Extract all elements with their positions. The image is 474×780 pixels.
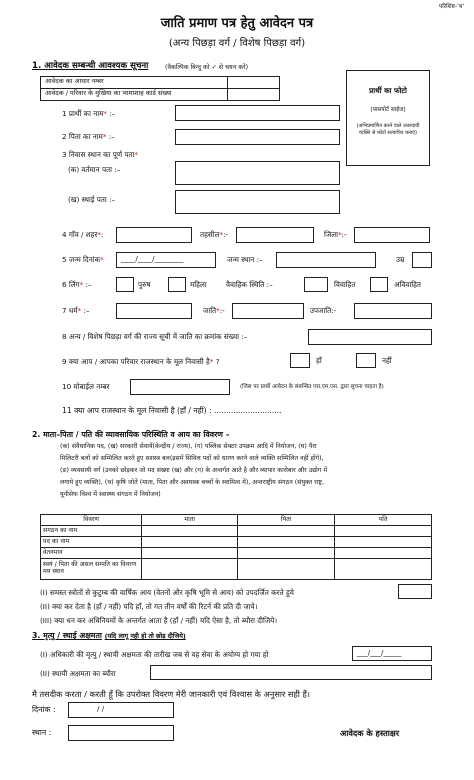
permanent-address-input[interactable] <box>175 190 340 214</box>
tehsil-input[interactable] <box>236 227 314 243</box>
dob-input[interactable] <box>116 252 216 268</box>
father-name-label: 2 पिता का नाम* :– <box>62 132 115 141</box>
bhamashah-label: आवेदक / परिवार के मुखिया का भामाशाह कार्ड संख्या <box>45 89 172 97</box>
male-checkbox[interactable] <box>116 277 134 292</box>
date-input[interactable] <box>68 702 174 718</box>
mobile-input[interactable] <box>130 379 230 395</box>
annual-income-input[interactable] <box>398 584 432 599</box>
income-table <box>40 514 432 580</box>
caste-label: जाति*:- <box>203 306 225 315</box>
name-input[interactable] <box>175 105 340 121</box>
table-cell[interactable] <box>142 559 238 580</box>
death-date-blank: ___/___/_____ <box>357 648 402 657</box>
table-cell[interactable] <box>142 548 238 559</box>
disability-label: (II) स्थायी अक्षमता का ब्यौरा <box>40 669 116 678</box>
date-blank: / / <box>97 704 105 713</box>
annex-label: परिशिष्ट-'थ' <box>439 4 464 10</box>
death-date-input[interactable] <box>352 646 432 661</box>
age-input[interactable] <box>412 252 432 268</box>
subcaste-input[interactable] <box>354 303 432 319</box>
photo-size: (पासपोर्ट साईज) <box>370 107 406 113</box>
table-cell[interactable] <box>335 548 432 559</box>
married-checkbox[interactable] <box>304 277 328 292</box>
table-row <box>41 537 432 548</box>
married-label: विवाहित <box>334 280 356 289</box>
section2-para-4: लगाये हुए व्यक्ति), (च) कृषि जोतें (माता, पिता और अवयस्क बच्चों के स्वामित्व में), अन्तराष्ट्रीय संगठन (संयुक्त राष्ट्र, <box>60 479 324 486</box>
declaration-text: मै तसदीक करता / करती हूँ कि उपरोक्त विवरण मेरी जानकारी एवं विश्वास के अनुसार सही हैं। <box>32 689 310 699</box>
table-cell[interactable] <box>142 537 238 548</box>
marital-label: वैवाहिक स्थिति :– <box>226 280 273 289</box>
obc-serial-label: 8 अन्य / विशेष पिछड़ा वर्ग की राज्य सूची में जाति का क्रमांक संख्या :– <box>62 332 248 341</box>
table-row <box>41 548 432 559</box>
village-label: 4 गाँव / शहर*: <box>62 230 104 239</box>
table-cell[interactable] <box>335 526 432 537</box>
table-cell[interactable] <box>142 526 238 537</box>
table-cell[interactable] <box>238 526 335 537</box>
q11-label: 11 क्या आप राजस्थान के मूल निवासी है (हाँ / नहीं) : ............................ <box>62 406 282 415</box>
table-cell[interactable] <box>238 537 335 548</box>
birthplace-label: जन्म स्थान :– <box>227 255 263 264</box>
religion-label: 7 धर्म* :– <box>62 306 90 315</box>
male-label: पुरुष <box>138 280 151 289</box>
mobile-label: 10 मोबाईल नम्बर <box>62 382 110 391</box>
table-header-cell: पिता <box>238 515 335 526</box>
caste-input[interactable] <box>232 303 304 319</box>
section1-heading: 1. आवेदक सम्बन्धी आवश्यक सूचना <box>32 61 149 71</box>
table-cell[interactable] <box>238 559 335 580</box>
age-label: उम्र <box>396 255 405 264</box>
father-name-input[interactable] <box>175 129 340 145</box>
table-row-label: स्वयं / पिता की असल सम्पति का विवरण मय स्थान <box>41 559 142 580</box>
current-address-input[interactable] <box>175 161 340 185</box>
native-no-label: नहीं <box>382 356 392 365</box>
gender-label: 6 लिंग* :– <box>62 280 92 289</box>
table-row-label: सगठन का नाम <box>41 526 142 537</box>
id-table <box>40 76 280 101</box>
table-cell[interactable] <box>335 537 432 548</box>
table-row-label: वेतनमान <box>41 548 142 559</box>
photo-box[interactable] <box>346 70 430 166</box>
obc-serial-input[interactable] <box>308 329 432 345</box>
income-item-3: (III) क्या धन कर अधिनियमों के अन्तर्गत आता है (हाँ / नहीं) यदि ऐसा है, तो ब्यौरा दीजिये। <box>40 616 278 625</box>
section2-para-2: मिलिटरी बलों को सम्मिलित करते हुए सशस्त्र बल(इसमें सिविल पदों को धारण करने वाले व्यक्ति सम्मिलित नहीं होंगे), <box>60 455 324 462</box>
permanent-address-label: (ख) स्थाई पता :– <box>68 195 116 204</box>
table-header-row <box>41 515 432 526</box>
bhamashah-input[interactable] <box>229 90 277 99</box>
native-yes-label: हाँ <box>316 356 322 365</box>
place-input[interactable] <box>68 725 174 741</box>
photo-note: (अभिप्रमाणित करने वाले उत्तरदायी व्यक्ति से फोटो सत्यापित कराएं) <box>356 123 420 136</box>
death-date-label: (I) अधिकारी की मृत्यु / स्थायी अक्षमता की तारीख जब से वह सेवा के अयोग्य हो गया हो <box>40 650 269 659</box>
dob-blank: ____/____/________ <box>121 254 184 263</box>
unmarried-label: अविवाहित <box>394 280 421 289</box>
table-header-cell: माता <box>142 515 238 526</box>
section2-heading: 2. माता–पिता / पति की व्यावसायिक परिस्थिति व आय का विवरण – <box>32 430 230 439</box>
address-label: 3 निवास स्थान का पूर्ण पता* <box>62 150 138 159</box>
section1-note: (वैकल्पिक बिन्दु को ✓ से चयन करें) <box>165 64 249 71</box>
table-row-label: पद का नाम <box>41 537 142 548</box>
native-label: 9 क्या आप / आपका परिवार राजस्थान के मूल निवासी है* ? <box>62 357 220 366</box>
table-row <box>41 526 432 537</box>
village-input[interactable] <box>116 227 192 243</box>
unmarried-checkbox[interactable] <box>370 277 388 292</box>
place-label: स्थान : <box>32 728 52 737</box>
aadhar-input[interactable] <box>229 78 277 87</box>
table-header-cell: पति <box>335 515 432 526</box>
religion-input[interactable] <box>116 303 192 319</box>
section2-para-1: (क) संवैधानिक पद, (ख) सरकारी सेवायें(केन्द्रीय / राज्य), (ग) पब्लिक सेक्टर उपक्रम आदि में नियोजन, (घ) पैरा <box>60 443 317 450</box>
dob-label: 5 जन्म दिनांक* <box>62 255 104 264</box>
disability-input[interactable] <box>150 665 432 680</box>
native-yes-checkbox[interactable] <box>290 353 310 368</box>
section3-heading: 3. मृत्यु / स्थाई अक्षमता (यदि लागू नही हो तो छोड़ दीजिये) <box>32 631 186 640</box>
form-title: जाति प्रमाण पत्र हेतु आवेदन पत्र <box>160 16 314 31</box>
subcaste-label: उपजाति:- <box>310 306 337 315</box>
section2-para-3: (ङ) व्यवसायी वर्ग (उनको छोड़कर जो मद संख्या (ख) और (ग) के अन्तर्गत आते है और व्यापार कारोबार और उद्योग में <box>60 467 328 474</box>
table-header-cell: विवरण <box>41 515 142 526</box>
signature-label: आवेदक के हस्ताक्षर <box>340 728 400 738</box>
income-item-1: (I) समस्त स्त्रोतों से कुटुम्ब की वार्षिक आय (वेतनों और कृषि भूमि से आय) को उपदर्जित करते हुये <box>40 588 294 597</box>
table-row <box>41 559 432 580</box>
table-cell[interactable] <box>238 548 335 559</box>
district-label: जिला*:- <box>324 230 347 239</box>
photo-title: प्रार्थी का फोटो <box>369 86 407 95</box>
female-label: महिला <box>190 280 207 289</box>
name-label: 1 प्रार्थी का नाम* :– <box>62 109 116 118</box>
district-input[interactable] <box>354 227 430 243</box>
aadhar-label: आवेदक का आधार नम्बर <box>45 77 104 85</box>
income-item-2: (II) क्या कर देता है (हाँ / नहीं) यदि हाँ, तो गत तीन वर्षों की रिटर्न की प्रति दी जाये। <box>40 602 258 611</box>
current-address-label: (क) वर्तमान पता :– <box>68 165 121 174</box>
form-subtitle: (अन्य पिछड़ा वर्ग / विशेष पिछड़ा वर्ग) <box>168 38 306 49</box>
mobile-note: (जिस पर प्रार्थी आवेदन के संबन्धित एस.एम.एस. द्वारा सूचना चाहता है) <box>240 384 384 390</box>
female-checkbox[interactable] <box>168 277 186 292</box>
date-label: दिनांक : <box>32 705 56 714</box>
birthplace-input[interactable] <box>276 252 376 268</box>
tehsil-label: तहसील*:- <box>200 230 229 239</box>
table-cell[interactable] <box>335 559 432 580</box>
native-no-checkbox[interactable] <box>356 353 376 368</box>
section2-para-5: यूनीसेफ विश्व में स्वास्थ्य संगठन में नियोजन) <box>60 491 161 498</box>
